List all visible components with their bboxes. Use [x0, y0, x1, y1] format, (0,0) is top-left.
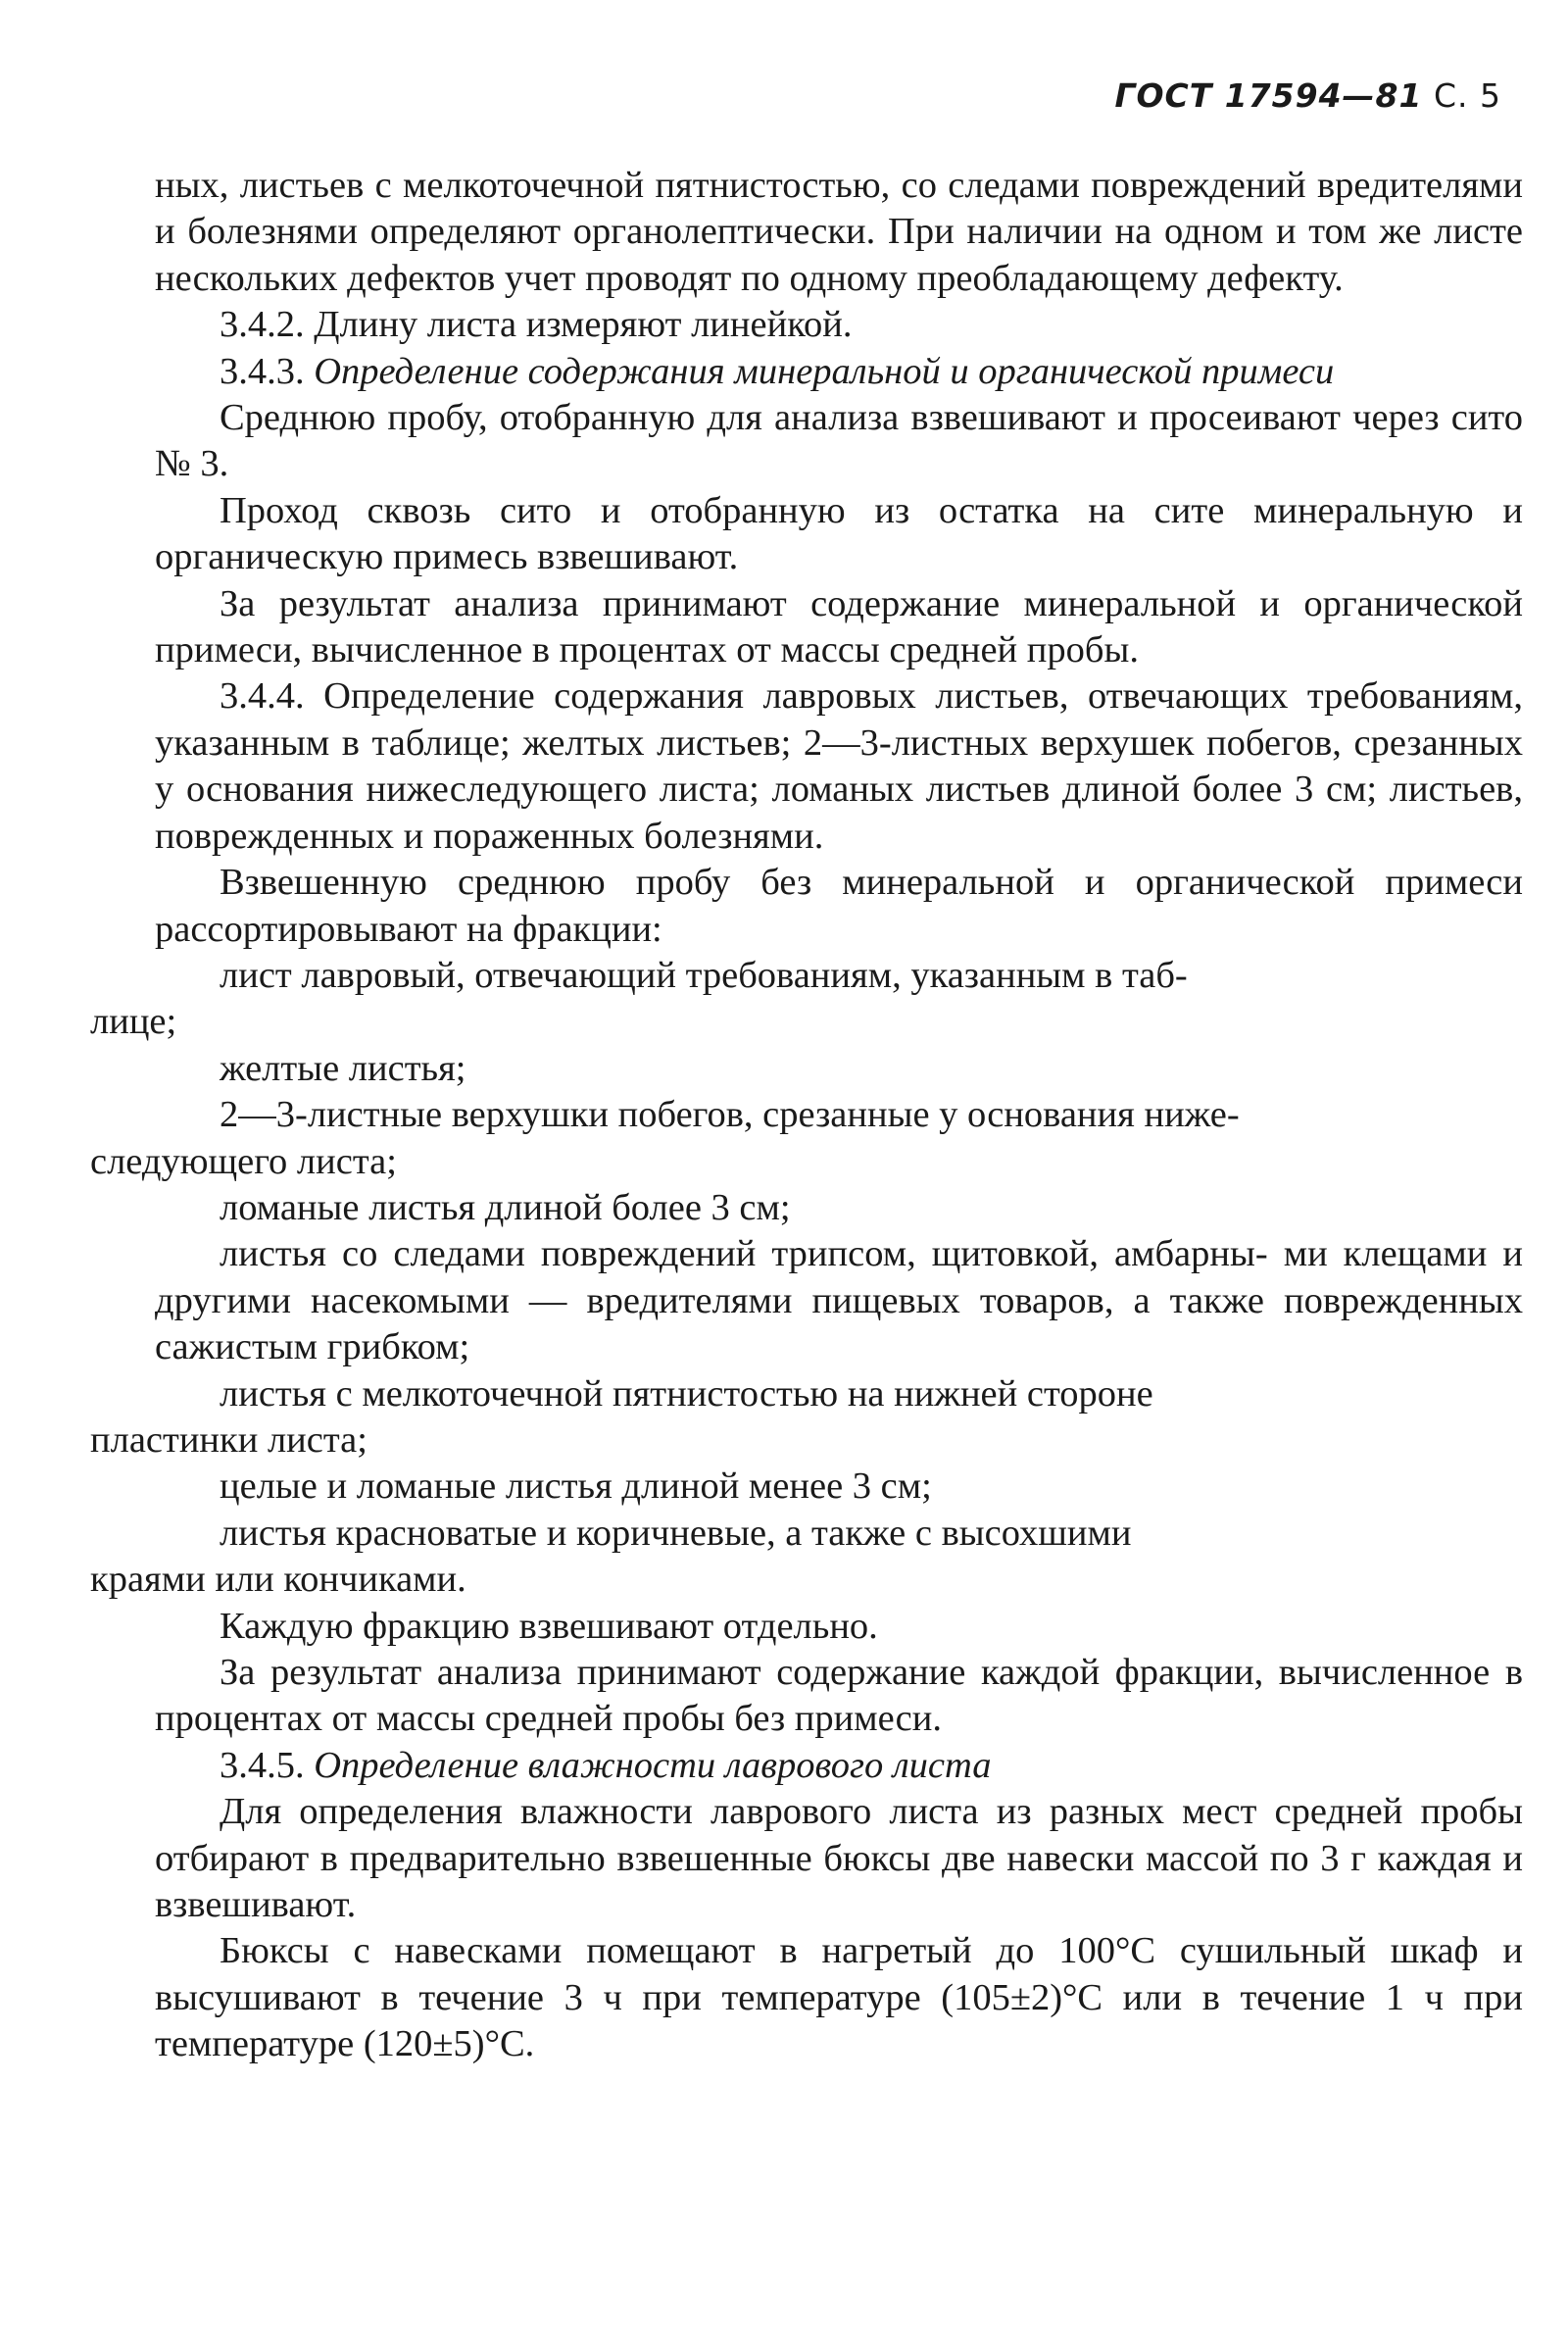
fraction-list-item — [90, 1371, 1523, 1464]
paragraph: Взвешенную среднюю пробу без минеральной и органической примеси рассортировывают на фракции: — [155, 862, 1523, 950]
page-header — [1114, 76, 1501, 115]
fraction-list-item — [90, 1092, 1523, 1185]
document-body — [90, 163, 1524, 2068]
clause-3-4-2: 3.4.2. Длину листа измеряют линейкой. — [220, 304, 853, 346]
fraction-list-item — [90, 953, 1523, 1046]
paragraph-continuation: ных, листьев с мелкоточечной пятнистостью, со следами повреждений вредителями и болезнями определяют органолептически. При наличии на одном и том же листе нескольких дефектов учет проводят по одному преобладающему дефекту. — [155, 165, 1523, 299]
paragraph: Проход сквозь сито и отобранную из остатка на сите минеральную и органическую примесь взвешивают. — [155, 489, 1523, 578]
paragraph: Среднюю пробу, отобранную для анализа взвешивают и просеивают через сито № 3. — [155, 397, 1523, 485]
fraction-list-item — [155, 1231, 1523, 1370]
gost-number: ГОСТ 17594—81 — [1114, 76, 1423, 115]
page-number: С. 5 — [1433, 76, 1501, 115]
clause-title: Определение содержания минеральной и органической примеси — [314, 350, 1335, 392]
clause-number: 3.4.3. — [220, 350, 305, 392]
list-item-continuation: ми клещами и другими насекомыми — вредителями пищевых товаров, а также поврежденных сажистым грибком; — [155, 1233, 1524, 1368]
paragraph: Каждую фракцию взвешивают отдельно. — [220, 1605, 878, 1647]
list-item-continuation: пластинки листа; — [90, 1418, 368, 1461]
paragraph: За результат анализа принимают содержание каждой фракции, вычисленное в процентах от массы средней пробы без примеси. — [155, 1652, 1523, 1740]
list-item-continuation: следующего листа; — [90, 1140, 397, 1182]
list-item-text: листья с мелкоточечной пятнистостью на нижней стороне — [220, 1372, 1153, 1415]
fraction-list-item: желтые листья; — [220, 1047, 466, 1089]
paragraph: За результат анализа принимают содержание минеральной и органической примеси, вычисленное в процентах от массы средней пробы. — [155, 582, 1523, 671]
list-item-text: листья со следами повреждений трипсом, щитовкой, амбарны- — [220, 1233, 1268, 1275]
paragraph: Для определения влажности лаврового листа из разных мест средней пробы отбирают в предварительно взвешенные бюксы две навески массой по 3 г каждая и взвешивают. — [155, 1791, 1523, 1926]
list-item-continuation: лице; — [90, 1001, 177, 1043]
list-item-text: листья красноватые и коричневые, а также с высохшими — [220, 1512, 1132, 1554]
fraction-list-item — [90, 1511, 1523, 1604]
clause-3-4-4: 3.4.4. Определение содержания лавровых листьев, отвечающих требованиям, указанным в таблице; желтых листьев; 2—3-листных верхушек побегов, срезанных у основания нижеследующего листа; ломаных листьев длиной более 3 см; листьев, поврежденных и пораженных болезнями. — [155, 675, 1523, 857]
clause-title: Определение влажности лаврового листа — [314, 1744, 992, 1786]
clause-3-4-5-heading — [155, 1743, 1523, 1789]
list-item-continuation: краями или кончиками. — [90, 1559, 466, 1601]
paragraph: Бюксы с навесками помещают в нагретый до 100°С сушильный шкаф и высушивают в течение 3 ч при температуре (105±2)°С или в течение 1 ч при температуре (120±5)°С. — [155, 1930, 1523, 2065]
list-item-text: лист лавровый, отвечающий требованиям, указанным в таб- — [220, 954, 1188, 996]
clause-number: 3.4.5. — [220, 1744, 305, 1786]
fraction-list-item: целые и ломаные листья длиной менее 3 см; — [220, 1465, 932, 1508]
clause-3-4-3-heading — [155, 349, 1523, 395]
fraction-list-item: ломаные листья длиной более 3 см; — [220, 1186, 791, 1228]
list-item-text: 2—3-листные верхушки побегов, срезанные у основания ниже- — [220, 1094, 1240, 1136]
